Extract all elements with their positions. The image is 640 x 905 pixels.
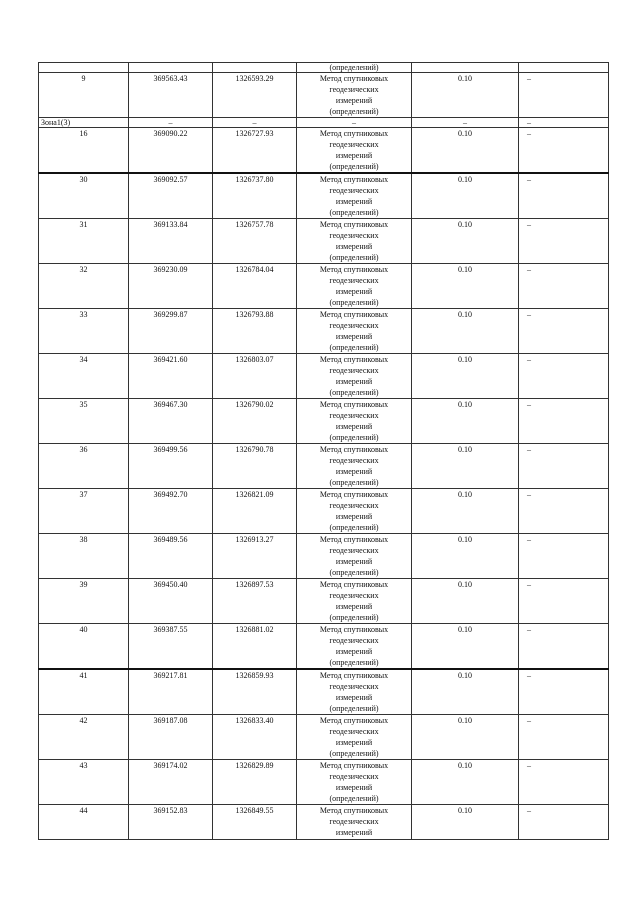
method-line: измерений xyxy=(335,287,373,296)
cell-error: 0.10 xyxy=(412,354,519,399)
cell-method xyxy=(297,444,412,489)
method-line: измерений xyxy=(335,197,373,206)
cell-note: – xyxy=(519,399,609,444)
cell-note: – xyxy=(519,444,609,489)
cell-error: 0.10 xyxy=(412,73,519,118)
cell-y: 1326897.53 xyxy=(213,579,297,624)
method-line: измерений xyxy=(335,377,373,386)
cell-y: 1326849.55 xyxy=(213,805,297,840)
cell-x: 369152.83 xyxy=(129,805,213,840)
cell-method xyxy=(297,309,412,354)
cell-method xyxy=(297,219,412,264)
method-line: геодезических xyxy=(329,501,379,510)
cell-x: 369133.84 xyxy=(129,219,213,264)
cell-note: – xyxy=(519,73,609,118)
cell-note: – xyxy=(519,354,609,399)
cell-note: – xyxy=(519,219,609,264)
cell-note xyxy=(519,63,609,73)
method-line: (определений) xyxy=(329,162,379,171)
method-line: геодезических xyxy=(329,140,379,149)
cell-number: 33 xyxy=(39,309,129,354)
method-line: геодезических xyxy=(329,231,379,240)
zone-label: Зона1(3) xyxy=(39,118,129,128)
cell-error: 0.10 xyxy=(412,624,519,670)
cell-y: 1326793.88 xyxy=(213,309,297,354)
cell-y: 1326757.78 xyxy=(213,219,297,264)
method-line: геодезических xyxy=(329,366,379,375)
table-row xyxy=(39,219,609,264)
cell-x: 369230.09 xyxy=(129,264,213,309)
cell-y: 1326784.04 xyxy=(213,264,297,309)
method-line: геодезических xyxy=(329,186,379,195)
cell-x: 369174.02 xyxy=(129,760,213,805)
cell-number: 43 xyxy=(39,760,129,805)
method-line: измерений xyxy=(335,512,373,521)
cell-y: 1326727.93 xyxy=(213,128,297,174)
cell-y xyxy=(213,63,297,73)
method-line: Метод спутниковых xyxy=(319,400,389,409)
method-line: (определений) xyxy=(329,433,379,442)
cell-number: 31 xyxy=(39,219,129,264)
cell-error: 0.10 xyxy=(412,715,519,760)
cell-method xyxy=(297,579,412,624)
table-row xyxy=(39,444,609,489)
cell-number: 16 xyxy=(39,128,129,174)
cell-y: 1326737.80 xyxy=(213,173,297,219)
table-row xyxy=(39,73,609,118)
continuation-row xyxy=(39,63,609,73)
cell-number: 39 xyxy=(39,579,129,624)
cell-x: 369187.08 xyxy=(129,715,213,760)
cell-y: – xyxy=(213,118,297,128)
method-line: геодезических xyxy=(329,682,379,691)
cell-y: 1326821.09 xyxy=(213,489,297,534)
table-row xyxy=(39,354,609,399)
cell-number: 30 xyxy=(39,173,129,219)
cell-number: 37 xyxy=(39,489,129,534)
table-row xyxy=(39,264,609,309)
method-line: (определений) xyxy=(329,523,379,532)
coordinates-table xyxy=(38,62,609,840)
zone-row xyxy=(39,118,609,128)
method-line: Метод спутниковых xyxy=(319,310,389,319)
method-line: (определений) xyxy=(329,253,379,262)
cell-x: 369387.55 xyxy=(129,624,213,670)
cell-x: 369563.43 xyxy=(129,73,213,118)
cell-note: – xyxy=(519,118,609,128)
cell-error: 0.10 xyxy=(412,399,519,444)
cell-method xyxy=(297,489,412,534)
table-row xyxy=(39,534,609,579)
method-line: (определений) xyxy=(329,208,379,217)
method-line: геодезических xyxy=(329,591,379,600)
table-row xyxy=(39,760,609,805)
method-line: измерений xyxy=(335,693,373,702)
method-line: Метод спутниковых xyxy=(319,806,389,815)
cell-method xyxy=(297,669,412,715)
cell-note: – xyxy=(519,173,609,219)
method-line: измерений xyxy=(335,828,373,837)
cell-error: 0.10 xyxy=(412,444,519,489)
cell-number: 32 xyxy=(39,264,129,309)
method-line: (определений) xyxy=(329,749,379,758)
cell-note: – xyxy=(519,805,609,840)
cell-number: 34 xyxy=(39,354,129,399)
cell-number: 35 xyxy=(39,399,129,444)
cell-x: 369467.30 xyxy=(129,399,213,444)
cell-x: 369492.70 xyxy=(129,489,213,534)
cell-note: – xyxy=(519,715,609,760)
cell-number: 38 xyxy=(39,534,129,579)
table-row xyxy=(39,173,609,219)
cell-note: – xyxy=(519,579,609,624)
cell-error: 0.10 xyxy=(412,264,519,309)
cell-method xyxy=(297,73,412,118)
cell-error: 0.10 xyxy=(412,669,519,715)
method-line: измерений xyxy=(335,738,373,747)
method-line: измерений xyxy=(335,151,373,160)
table-row xyxy=(39,805,609,840)
cell-x: 369090.22 xyxy=(129,128,213,174)
cell-x: 369489.56 xyxy=(129,534,213,579)
cell-note: – xyxy=(519,669,609,715)
method-tail: (определений) xyxy=(329,63,379,72)
method-line: (определений) xyxy=(329,704,379,713)
cell-note: – xyxy=(519,309,609,354)
method-line: (определений) xyxy=(329,478,379,487)
method-line: геодезических xyxy=(329,636,379,645)
method-line: (определений) xyxy=(329,613,379,622)
cell-method xyxy=(297,264,412,309)
cell-error: 0.10 xyxy=(412,489,519,534)
table-row xyxy=(39,669,609,715)
method-line: Метод спутниковых xyxy=(319,355,389,364)
cell-note: – xyxy=(519,760,609,805)
cell-number: 41 xyxy=(39,669,129,715)
cell-x: 369450.40 xyxy=(129,579,213,624)
method-line: Метод спутниковых xyxy=(319,220,389,229)
table-row xyxy=(39,309,609,354)
method-line: геодезических xyxy=(329,276,379,285)
cell-error: 0.10 xyxy=(412,219,519,264)
table-row xyxy=(39,128,609,174)
cell-error: 0.10 xyxy=(412,173,519,219)
cell-error xyxy=(412,63,519,73)
cell-x: 369421.60 xyxy=(129,354,213,399)
cell-note: – xyxy=(519,264,609,309)
method-line: измерений xyxy=(335,557,373,566)
cell-method xyxy=(297,399,412,444)
cell-error: – xyxy=(412,118,519,128)
cell-number: 9 xyxy=(39,73,129,118)
method-line: (определений) xyxy=(329,388,379,397)
method-line: измерений xyxy=(335,783,373,792)
cell-error: 0.10 xyxy=(412,805,519,840)
cell-y: 1326829.89 xyxy=(213,760,297,805)
method-line: геодезических xyxy=(329,85,379,94)
cell-method: – xyxy=(297,118,412,128)
method-line: (определений) xyxy=(329,107,379,116)
cell-y: 1326593.29 xyxy=(213,73,297,118)
method-line: геодезических xyxy=(329,411,379,420)
cell-error: 0.10 xyxy=(412,309,519,354)
table-row xyxy=(39,579,609,624)
method-line: Метод спутниковых xyxy=(319,761,389,770)
method-line: Метод спутниковых xyxy=(319,175,389,184)
table-row xyxy=(39,489,609,534)
cell-method xyxy=(297,128,412,174)
table-row xyxy=(39,399,609,444)
table-row xyxy=(39,624,609,670)
method-line: (определений) xyxy=(329,298,379,307)
cell-error: 0.10 xyxy=(412,534,519,579)
table-row xyxy=(39,715,609,760)
cell-y: 1326790.02 xyxy=(213,399,297,444)
cell-error: 0.10 xyxy=(412,760,519,805)
cell-error: 0.10 xyxy=(412,128,519,174)
cell-note: – xyxy=(519,128,609,174)
cell-method xyxy=(297,805,412,840)
cell-y: 1326833.40 xyxy=(213,715,297,760)
method-line: измерений xyxy=(335,647,373,656)
cell-y: 1326803.07 xyxy=(213,354,297,399)
method-line: измерений xyxy=(335,242,373,251)
method-line: геодезических xyxy=(329,817,379,826)
cell-number: 42 xyxy=(39,715,129,760)
method-line: измерений xyxy=(335,467,373,476)
method-line: (определений) xyxy=(329,658,379,667)
method-line: Метод спутниковых xyxy=(319,129,389,138)
cell-x: 369299.87 xyxy=(129,309,213,354)
cell-x xyxy=(129,63,213,73)
cell-x: – xyxy=(129,118,213,128)
cell-x: 369217.81 xyxy=(129,669,213,715)
cell-method xyxy=(297,624,412,670)
method-line: геодезических xyxy=(329,772,379,781)
cell-method xyxy=(297,760,412,805)
method-line: Метод спутниковых xyxy=(319,265,389,274)
method-line: (определений) xyxy=(329,343,379,352)
method-line: геодезических xyxy=(329,456,379,465)
cell-y: 1326859.93 xyxy=(213,669,297,715)
cell-method xyxy=(297,354,412,399)
cell-number: 36 xyxy=(39,444,129,489)
cell-method xyxy=(297,63,412,73)
method-line: Метод спутниковых xyxy=(319,490,389,499)
cell-y: 1326913.27 xyxy=(213,534,297,579)
method-line: Метод спутниковых xyxy=(319,580,389,589)
cell-x: 369499.56 xyxy=(129,444,213,489)
method-line: Метод спутниковых xyxy=(319,716,389,725)
cell-y: 1326881.02 xyxy=(213,624,297,670)
cell-number: 44 xyxy=(39,805,129,840)
method-line: Метод спутниковых xyxy=(319,671,389,680)
method-line: геодезических xyxy=(329,727,379,736)
method-line: измерений xyxy=(335,602,373,611)
method-line: (определений) xyxy=(329,568,379,577)
cell-x: 369092.57 xyxy=(129,173,213,219)
cell-method xyxy=(297,715,412,760)
method-line: Метод спутниковых xyxy=(319,625,389,634)
cell-number: 40 xyxy=(39,624,129,670)
method-line: Метод спутниковых xyxy=(319,74,389,83)
cell-error: 0.10 xyxy=(412,579,519,624)
method-line: измерений xyxy=(335,422,373,431)
method-line: Метод спутниковых xyxy=(319,535,389,544)
cell-number xyxy=(39,63,129,73)
cell-method xyxy=(297,534,412,579)
cell-y: 1326790.78 xyxy=(213,444,297,489)
method-line: Метод спутниковых xyxy=(319,445,389,454)
method-line: геодезических xyxy=(329,321,379,330)
cell-note: – xyxy=(519,534,609,579)
cell-note: – xyxy=(519,489,609,534)
method-line: (определений) xyxy=(329,794,379,803)
method-line: геодезических xyxy=(329,546,379,555)
cell-method xyxy=(297,173,412,219)
method-line: измерений xyxy=(335,332,373,341)
cell-note: – xyxy=(519,624,609,670)
method-line: измерений xyxy=(335,96,373,105)
